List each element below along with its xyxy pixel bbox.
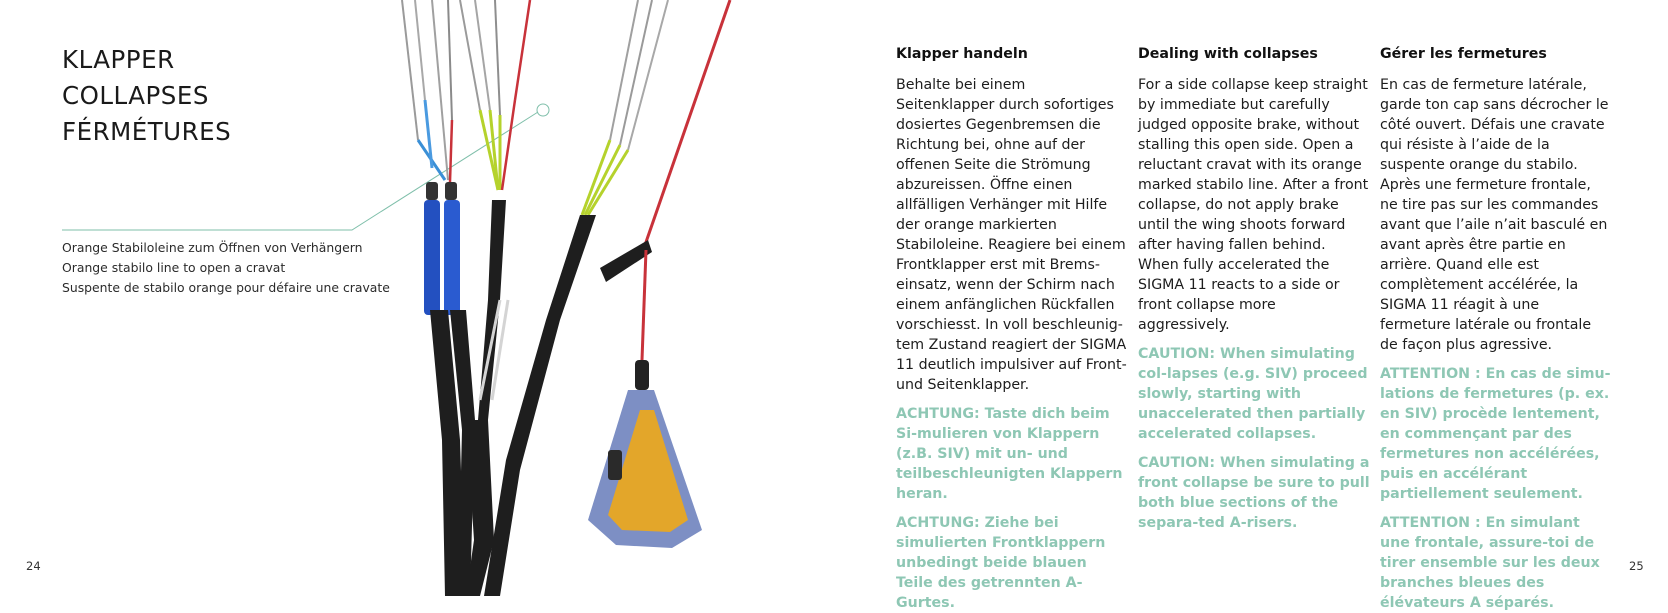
heading-fr: Gérer les fermetures [1380, 46, 1547, 62]
warning-en-1: CAUTION: When simulating col-lapses (e.g. SIV) proceed slowly, starting with unaccelerated then partially accelerated collapses. [1138, 346, 1368, 442]
warning-de-1: ACHTUNG: Taste dich beim Si-mulieren von Klappern (z.B. SIV) mit un- und teilbeschleunigten Klappern heran. [896, 406, 1123, 502]
column-french [1380, 45, 1612, 613]
column-english [1138, 45, 1370, 533]
column-german [896, 45, 1128, 613]
warning-de-2: ACHTUNG: Ziehe bei simulierten Frontklappern unbedingt beide blauen Teile des getrennten A-Gurtes. [896, 515, 1106, 611]
heading-de: Klapper handeln [896, 46, 1028, 62]
callout-line-fr: Suspente de stabilo orange pour défaire une cravate [62, 280, 390, 295]
callout-line-en: Orange stabilo line to open a cravat [62, 260, 286, 275]
warning-fr-2: ATTENTION : En simulant une frontale, assure-toi de tirer ensemble sur les deux branches bleues des élévateurs A séparés. [1380, 515, 1600, 611]
page-number-right: 25 [1629, 559, 1644, 573]
heading-en: Dealing with collapses [1138, 46, 1318, 62]
title-line-fermetures: FÉRMÉTURES [62, 117, 232, 146]
title-line-klapper: KLAPPER [62, 45, 175, 74]
warning-en-2: CAUTION: When simulating a front collapse be sure to pull both blue sections of the separa-ted A-risers. [1138, 455, 1370, 531]
warning-fr-1: ATTENTION : En cas de simu-lations de fermetures (p. ex. en SIV) procède lentement, en commençant par des fermetures non accélérées, puis en accélérant partiellement seulement. [1380, 366, 1611, 502]
page-title [62, 42, 231, 150]
body-text-de: Behalte bei einem Seitenklapper durch sofortiges dosiertes Gegenbremsen die Richtung bei, ohne auf der offenen Seite die Strömung abzureissen. Öffne einen allfälligen Verhänger mit Hilfe der orange markierten Stabiloleine. Reagiere bei einem Frontklapper erst mit Brems-einsatz, wenn der Schirm nach einem anfänglichen Rückfallen vorschiesst. In voll beschleunig-tem Zustand reagiert der SIGMA 11 deutlich impulsiver auf Front- und Seitenklapper. [896, 77, 1127, 393]
stabilo-line-callout [62, 238, 390, 298]
title-line-collapses: COLLAPSES [62, 81, 209, 110]
blue-a-risers [424, 182, 460, 315]
page-number-left: 24 [26, 559, 41, 573]
body-text-en: For a side collapse keep straight by immediate but carefully judged opposite brake, without stalling this open side. Open a reluctant cravat with its orange marked stabilo line. After a front collapse, do not apply brake until the wing shoots forward after having fallen behind. When fully accelerated the SIGMA 11 reacts to a side or front collapse more aggressively. [1138, 77, 1369, 333]
callout-line-de: Orange Stabiloleine zum Öffnen von Verhängern [62, 240, 363, 255]
body-text-fr: En cas de fermeture latérale, garde ton cap sans décrocher le côté ouvert. Défais une cravate qui résiste à l’aide de la suspente orange du stabilo. Après une fermeture frontale, ne tire pas sur les commandes avant que l’aile n’ait basculé en avant après être partie en arrière. Quand elle est complètement accélérée, la SIGMA 11 réagit à une fermeture latérale ou frontale de façon plus agressive. [1380, 77, 1609, 353]
foot-strap-handle [588, 250, 702, 548]
riser-illustration [370, 0, 790, 596]
